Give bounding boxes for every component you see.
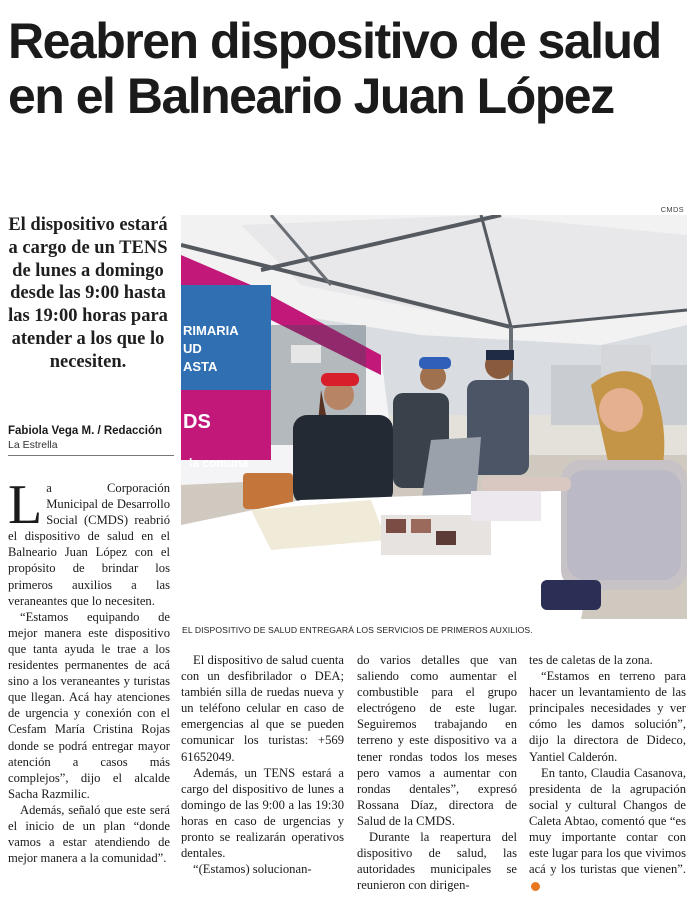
body-column-1 <box>8 474 170 866</box>
byline <box>8 424 176 452</box>
van-text-5: la comuna <box>189 456 249 470</box>
body-column-2 <box>181 652 344 877</box>
paragraph: Durante la reapertura del dispositivo de salud, las autoridades municipales se reunieron con dirigen- <box>357 830 517 893</box>
headline: Reabren dispositivo de salud en el Balneario Juan López <box>8 13 661 124</box>
body-column-3 <box>357 652 517 893</box>
photo-credit: CMDS <box>660 205 684 214</box>
photo-caption: EL DISPOSITIVO DE SALUD ENTREGARÁ LOS SERVICIOS DE PRIMEROS AUXILIOS. <box>182 625 533 635</box>
paragraph <box>529 765 686 894</box>
van-text-1: RIMARIA <box>183 323 239 338</box>
drop-cap: L <box>8 474 43 536</box>
byline-author: Fabiola Vega M. / Redacción <box>8 425 163 437</box>
article-photo <box>181 215 687 619</box>
van-text-2: UD <box>183 341 202 356</box>
photo-illustration <box>181 215 687 619</box>
paragraph-text: a Corporación Municipal de Desarrollo Social (CMDS) reabrió el dispositivo de salud en el Balneario Juan López con el propósito de brindar los primeros auxilios a las veraneantes que lo necesiten. <box>8 481 170 608</box>
byline-divider <box>8 455 174 456</box>
byline-publication: La Estrella <box>8 439 58 451</box>
paragraph: Además, un TENS estará a cargo del dispositivo de lunes a domingo de las 9:00 a las 19:30 horas en caso de urgencias y pronto se realizarán operativos dentales. <box>181 765 344 861</box>
paragraph-text: En tanto, Claudia Casanova, presidenta de la agrupación social y cultural Changos de Caleta Abtao, comentó que “es muy importante contar con este lugar para los que vivimos acá y los turistas que vienen”. <box>529 765 686 877</box>
paragraph: Además, señaló que este será el inicio de un plan “donde vamos a estar atendiendo de mejor manera a la comunidad”. <box>8 802 170 866</box>
lead-summary: El dispositivo estará a cargo de un TENS de lunes a domingo desde las 9:00 hasta las 19:00 horas para atender a los que lo necesiten. <box>8 215 168 372</box>
paragraph: “(Estamos) solucionan- <box>193 862 312 877</box>
body-column-4 <box>529 652 686 893</box>
paragraph: “Estamos equipando de mejor manera este dispositivo que tanta ayuda le trae a los residentes permanentes de acá sino a los veraneantes y turistas que llegan. Acá hay atenciones de urgencia y conexión con el Cesfam María Cristina Rojas donde se podrá entregar mayor atención a casos más complejos”, dijo el alcalde Sacha Razmilic. <box>8 609 170 801</box>
end-of-article-dot-icon <box>531 882 540 891</box>
van-text-4: DS <box>183 411 211 433</box>
paragraph: do varios detalles que van saliendo como aumentar el combustible para el grupo electrógeno de este lugar. Seguiremos trabajando en terreno y este dispositivo va a tener rondas todos los meses pero vamos a aumentar con rondas dentales”, expresó Rossana Díaz, directora de Salud de la CMDS. <box>357 653 517 828</box>
paragraph: “Estamos en terreno para hacer un levantamiento de las principales necesidades y ver cómo les damos solución”, dijo la directora de Dideco, Yantiel Calderón. <box>529 669 686 764</box>
paragraph: tes de caletas de la zona. <box>529 653 653 667</box>
paragraph <box>8 474 170 609</box>
paragraph: El dispositivo de salud cuenta con un desfibrilador o DEA; también silla de ruedas nueva y un teléfono celular en caso de emergencias al que se pueden comunicar los turistas: +569 61652049. <box>181 653 344 764</box>
van-text-3: ASTA <box>183 359 218 374</box>
